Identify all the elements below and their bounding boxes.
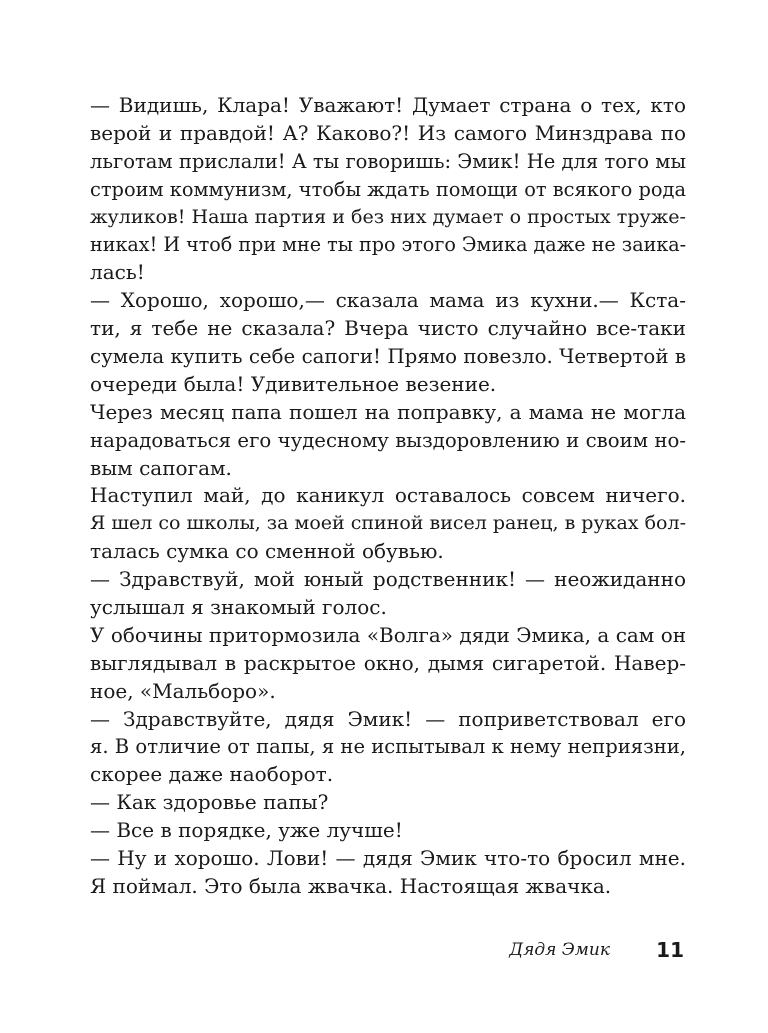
text-line: нарадоваться его чудесному выздоровлению и своим но-: [90, 428, 686, 452]
text-line: — Видишь, Клара! Уважают! Думает страна о тех, кто: [90, 93, 686, 117]
text-line: льготам прислали! А ты говоришь: Эмик! Не для того мы: [90, 149, 686, 173]
text-line: верой и правдой! А? Каково?! Из самого Минздрава по: [90, 120, 686, 145]
text-line: У обочины притормозила «Волга» дяди Эмика, а сам он: [90, 622, 686, 647]
text-line: Я поймал. Это была жвачка. Настоящая жвачка.: [90, 873, 612, 898]
text-line: выглядывал в раскрытое окно, дымя сигаретой. Навер-: [90, 650, 686, 675]
text-line: лась!: [90, 260, 145, 285]
text-line: вым сапогам.: [90, 455, 232, 480]
page-footer: [0, 936, 768, 966]
page-number: 11: [656, 938, 684, 962]
text-line: — Как здоровье папы?: [90, 790, 329, 815]
text-line: строим коммунизм, чтобы ждать помощи от всякого рода: [90, 177, 686, 201]
text-line: очереди была! Удивительное везение.: [90, 371, 497, 396]
text-line: я. В отличие от папы, я не испытывал к нему неприязни,: [90, 735, 686, 759]
text-line: — Хорошо, хорошо,— сказала мама из кухни.— Кста-: [90, 288, 686, 313]
running-title: Дядя Эмик: [509, 940, 610, 960]
text-line: скорее даже наоборот.: [90, 762, 334, 787]
text-line: никах! И чтоб при мне ты про этого Эмика даже не заика-: [90, 233, 687, 257]
text-line: услышал я знакомый голос.: [90, 595, 387, 620]
text-line: — Ну и хорошо. Лови! — дядя Эмик что-то бросил мне.: [90, 846, 686, 871]
text-line: ти, я тебе не сказала? Вчера чисто случайно все-таки: [90, 316, 686, 341]
text-line: Я шел со школы, за моей спиной висел ранец, в руках бол-: [90, 512, 686, 535]
text-line: ное, «Мальборо».: [90, 678, 276, 703]
text-line: талась сумка со сменной обувью.: [90, 539, 444, 564]
text-line: — Здравствуй, мой юный родственник! — неожиданно: [90, 567, 686, 592]
text-line: — Здравствуйте, дядя Эмик! — поприветствовал его: [90, 706, 686, 731]
text-line: жуликов! Наша партия и без них думает о простых труже-: [90, 205, 686, 228]
text-line: — Все в порядке, уже лучше!: [90, 818, 403, 843]
body-text: [90, 92, 686, 901]
text-line: Через месяц папа пошел на поправку, а мама не могла: [90, 399, 686, 424]
text-line: Наступил май, до каникул оставалось совсем ничего.: [90, 483, 686, 508]
text-line: сумела купить себе сапоги! Прямо повезло. Четвертой в: [90, 345, 686, 369]
